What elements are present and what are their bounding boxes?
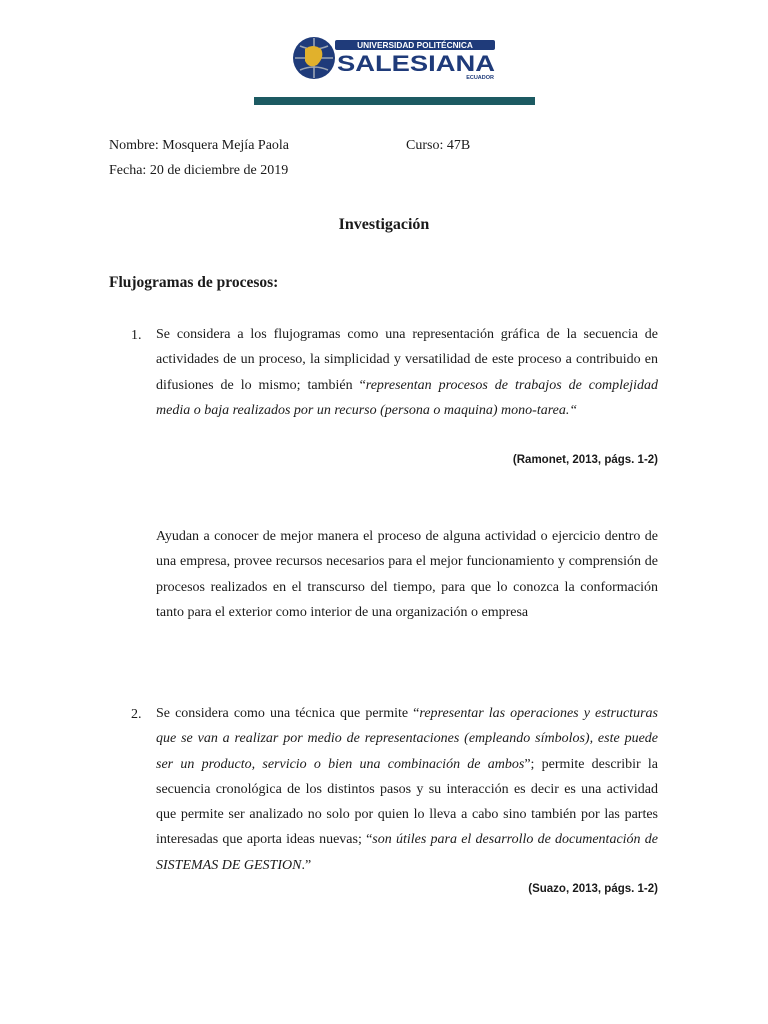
item2-text-c: .” (301, 857, 312, 873)
list-number-2: 2. (131, 707, 142, 722)
item1-text: Se considera a los flujogramas como una representación gráfica de la secuencia de actividades de un proceso, la simplicidad y versatilidad de este proceso a contribuido en difusiones de lo mismo; también “ (156, 327, 658, 393)
citation-2: (Suazo, 2013, págs. 1-2) (528, 883, 658, 895)
item2-text-b: ”; permite describir la secuencia cronológica de los distintos pasos y su interacción es decir es una actividad que permite ser analizado no solo por quien lo lleva a cabo sino también por las partes interesadas que aporta ideas nuevas; “ (156, 756, 658, 848)
header-divider (254, 97, 535, 105)
item2-quote-1: representar las operaciones y estructuras que se van a realizar por medio de representaciones (empleando símbolos), este puede ser un producto, servicio o bien una combinación de ambos (156, 706, 659, 772)
item2-quote-2: son útiles para el desarrollo de documentación de SISTEMAS DE GESTION (156, 832, 658, 873)
item1-quote: representan procesos de trabajos de complejidad media o baja realizados por un recurso (persona o maquina) mono-tarea. (156, 377, 658, 418)
item2-text-a: Se considera como una técnica que permite “ (156, 706, 420, 721)
student-name: Nombre: Mosquera Mejía Paola (109, 138, 290, 153)
paragraph-2: Ayudan a conocer de mejor manera el proceso de alguna actividad o ejercicio dentro de una empresa, provee recursos necesarios para el mejor funcionamiento y comprensión de procesos realizados en el transcurso del tiempo, para que lo conozca la conformación tanto para el exterior como interior de una organización o empresa (156, 529, 658, 620)
citation-1: (Ramonet, 2013, págs. 1-2) (512, 454, 658, 466)
list-number-1: 1. (131, 328, 142, 343)
logo-line2: SALESIANA (337, 51, 496, 76)
course: Curso: 47B (406, 138, 471, 153)
section-heading: Flujogramas de procesos: (109, 274, 279, 291)
logo-line1: UNIVERSIDAD POLITÉCNICA (357, 40, 473, 51)
document-title: Investigación (338, 216, 430, 233)
item1-close-quote: “ (569, 402, 578, 418)
paragraph-item-2 (156, 701, 658, 878)
paragraph-item-1 (156, 322, 658, 423)
logo-line3: ECUADOR (466, 75, 494, 81)
university-logo (291, 35, 499, 81)
date: Fecha: 20 de diciembre de 2019 (109, 163, 289, 178)
